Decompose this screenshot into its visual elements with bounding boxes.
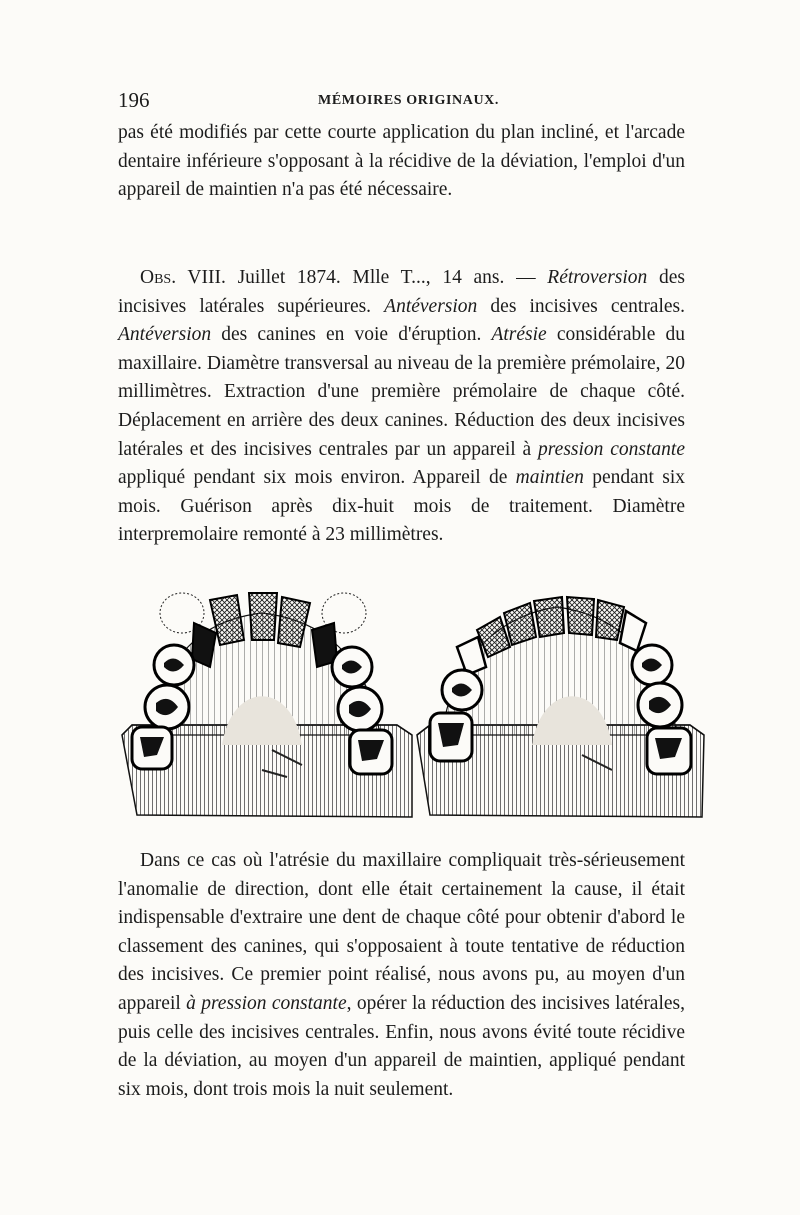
page-number: 196 [118, 88, 150, 112]
paragraph-continuation: pas été modifiés par cette courte application du plan incliné, et l'arcade dentaire inférieure s'opposant à la récidive de la déviation, l'emploi d'un appareil de maintien n'a pas été nécessaire. [118, 122, 685, 201]
text-run: Dans ce cas où l'atrésie du maxillaire compliquait très-sérieusement l'anomalie de direction, dont elle était certainement la cause, il était indispensable d'extraire une dent de chaque côté pour obtenir d'abord le classement des canines, qui s'opposaient à toute tentative de réduction des incisives. Ce premier point réalisé, nous avons pu, au moyen d'un appareil [118, 850, 685, 1014]
italic-term: à pression constante [186, 992, 347, 1014]
text-run: des incisives centrales. [477, 295, 685, 317]
italic-term: maintien [515, 467, 584, 489]
text-run: Juillet 1874. Mlle T..., 14 ans. — [225, 267, 548, 288]
dental-cast-before [122, 593, 412, 817]
italic-term: Rétroversion [547, 267, 648, 288]
dental-casts-figure [112, 585, 707, 830]
italic-term: Antéversion [384, 295, 478, 317]
text-run: pendant six mois. Guérison après dix-huit mois de traitement. Diamètre interpremolaire remonté à 23 millimètres. [118, 467, 686, 546]
text-run: des canines en voie d'éruption. [211, 324, 492, 346]
italic-term: pression constante [538, 438, 685, 460]
text-run: appliqué pendant six mois environ. Appareil de [118, 467, 516, 489]
text-run: considérable du maxillaire. Diamètre transversal au niveau de la première prémolaire, 20 millimètres. Extraction d'une première prémolaire de chaque côté. Déplacement en arrière des deux canines. Réduction des deux incisives latérales et des incisives centrales par un appareil à [118, 324, 685, 460]
italic-term: Atrésie [491, 324, 547, 346]
running-title: MÉMOIRES ORIGINAUX. [318, 93, 499, 108]
observation-label: Obs. VIII. [140, 267, 226, 288]
commentary-paragraph [118, 847, 685, 1104]
page-header [118, 88, 698, 116]
text-run: des incisives latérales supérieures. [118, 267, 686, 317]
italic-term: Antéversion [118, 324, 212, 346]
observation-paragraph [118, 264, 685, 550]
dental-cast-after [417, 597, 704, 817]
text-run: , opérer la réduction des incisives latérales, puis celle des incisives centrales. Enfin, nous avons évité toute récidive de la déviation, au moyen d'un appareil de maintien, appliqué pendant six mois, dont trois mois la nuit seulement. [118, 992, 686, 1100]
